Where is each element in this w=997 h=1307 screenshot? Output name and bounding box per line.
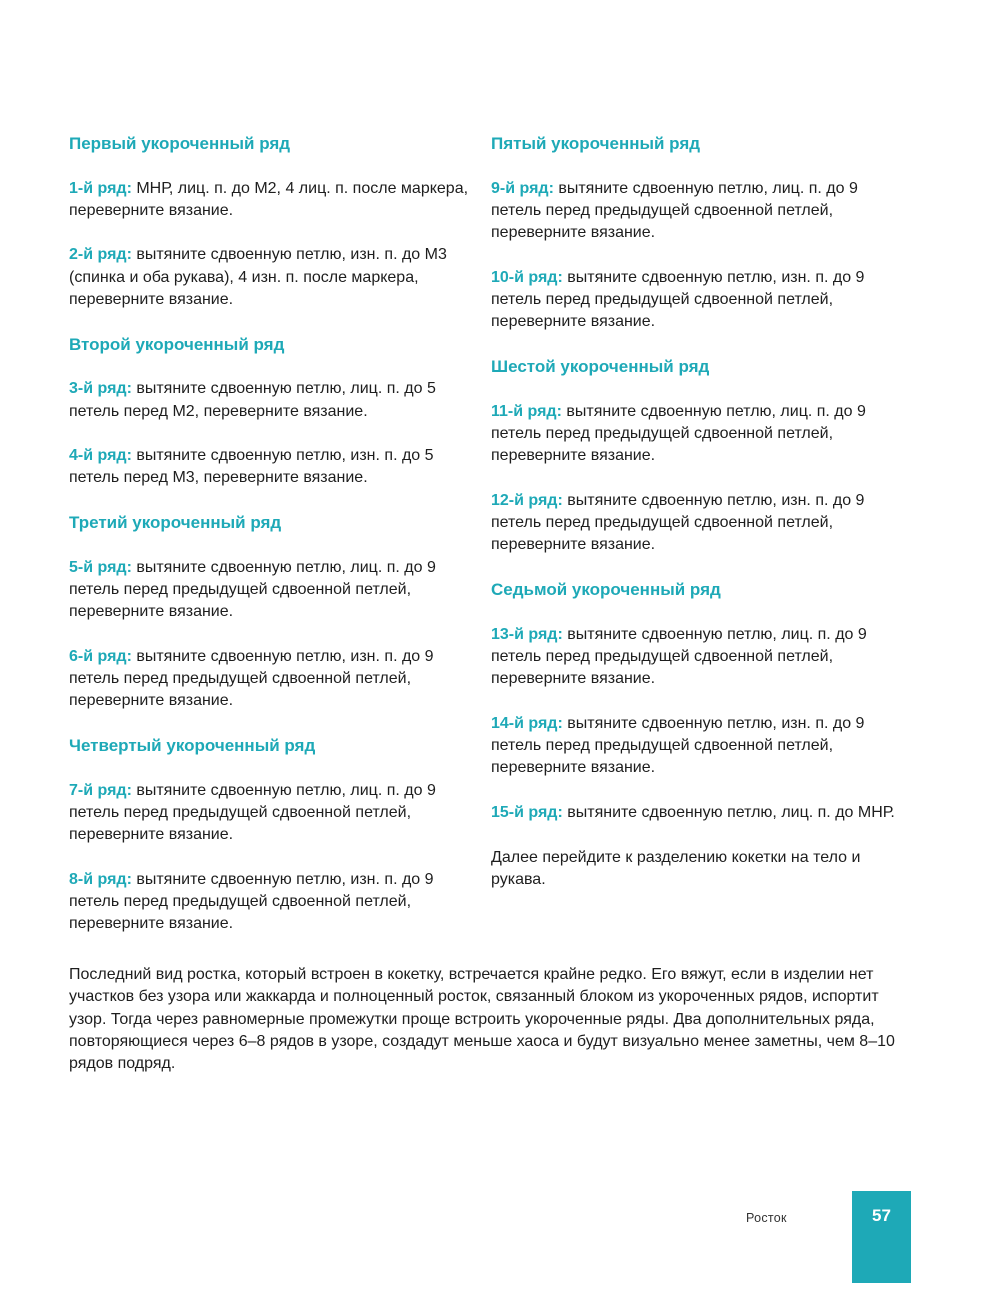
row-text: вытяните сдвоенную петлю, лиц. п. до 9 петель перед предыдущей сдвоенной петлей, переверните вязание. — [491, 625, 867, 688]
row-label: 8-й ряд: — [69, 870, 132, 888]
row-text: вытяните сдвоенную петлю, лиц. п. до 9 петель перед предыдущей сдвоенной петлей, переверните вязание. — [69, 558, 436, 621]
row-label: 3-й ряд: — [69, 380, 132, 398]
row-instruction — [491, 713, 901, 780]
row-instruction — [491, 401, 901, 468]
row-text: вытяните сдвоенную петлю, изн. п. до М3 (спинка и оба рукава), 4 изн. п. после маркера, переверните вязание. — [69, 246, 447, 309]
row-label: 1-й ряд: — [69, 179, 132, 197]
row-instruction — [69, 244, 469, 311]
section-heading: Пятый укороченный ряд — [491, 134, 701, 153]
continuation-note: Далее перейдите к разделению кокетки на тело и рукава. — [491, 848, 861, 888]
section-2 — [69, 334, 469, 490]
row-label: 6-й ряд: — [69, 647, 132, 665]
row-text: вытяните сдвоенную петлю, изн. п. до 5 петель перед М3, переверните вязание. — [69, 447, 434, 487]
page-number-box — [852, 1191, 911, 1283]
row-label: 10-й ряд: — [491, 268, 563, 286]
section-5 — [491, 133, 901, 334]
row-text: вытяните сдвоенную петлю, лиц. п. до 5 петель перед М2, переверните вязание. — [69, 380, 436, 420]
row-text: вытяните сдвоенную петлю, лиц. п. до 9 петель перед предыдущей сдвоенной петлей, переверните вязание. — [69, 781, 436, 844]
section-heading: Шестой укороченный ряд — [491, 356, 710, 376]
row-instruction — [491, 490, 901, 557]
left-column — [69, 133, 469, 958]
row-label: 7-й ряд: — [69, 781, 132, 799]
row-text: вытяните сдвоенную петлю, лиц. п. до МНР. — [567, 803, 895, 821]
row-label: 13-й ряд: — [491, 625, 563, 643]
page-number: 57 — [872, 1206, 891, 1225]
right-column — [491, 133, 901, 891]
row-instruction — [491, 624, 901, 691]
row-label: 4-й ряд: — [69, 447, 132, 465]
row-label: 15-й ряд: — [491, 803, 563, 821]
section-heading: Третий укороченный ряд — [69, 513, 282, 533]
row-text: вытяните сдвоенную петлю, изн. п. до 9 петель перед предыдущей сдвоенной петлей, переверните вязание. — [69, 870, 434, 933]
row-text: вытяните сдвоенную петлю, изн. п. до 9 петель перед предыдущей сдвоенной петлей, переверните вязание. — [491, 491, 865, 554]
row-text: вытяните сдвоенную петлю, изн. п. до 9 петель перед предыдущей сдвоенной петлей, переверните вязание. — [69, 647, 434, 710]
footer-section-name: Росток — [746, 1211, 787, 1225]
section-heading: Четвертый укороченный ряд — [69, 736, 316, 756]
section-1 — [69, 133, 469, 311]
section-7 — [491, 579, 901, 824]
row-text: вытяните сдвоенную петлю, изн. п. до 9 петель перед предыдущей сдвоенной петлей, переверните вязание. — [491, 714, 865, 777]
row-instruction — [491, 178, 901, 245]
row-instruction — [69, 178, 469, 223]
closing-paragraph: Последний вид ростка, который встроен в кокетку, встречается крайне редко. Его вяжут, если в изделии нет участков без узора или жаккарда и полноценный росток, связанный блоком из укороченных рядов, испортит узор. Тогда через равномерные промежутки проще встроить укороченные ряды. Два дополнительных ряда, повторяющиеся через 6–8 рядов в узоре, создадут меньше хаоса и будут визуально менее заметны, чем 8–10 рядов подряд. — [69, 966, 895, 1073]
row-instruction — [69, 378, 469, 423]
row-label: 5-й ряд: — [69, 558, 132, 576]
section-4 — [69, 735, 469, 936]
section-heading: Второй укороченный ряд — [69, 334, 285, 354]
row-text: вытяните сдвоенную петлю, лиц. п. до 9 петель перед предыдущей сдвоенной петлей, переверните вязание. — [491, 402, 866, 465]
section-6 — [491, 356, 901, 557]
row-label: 14-й ряд: — [491, 714, 563, 732]
row-instruction — [69, 646, 469, 713]
row-instruction — [491, 802, 901, 824]
row-text: вытяните сдвоенную петлю, лиц. п. до 9 петель перед предыдущей сдвоенной петлей, переверните вязание. — [491, 179, 858, 242]
row-instruction — [69, 557, 469, 624]
section-3 — [69, 512, 469, 713]
row-label: 9-й ряд: — [491, 179, 554, 197]
section-heading: Первый укороченный ряд — [69, 134, 291, 153]
row-text: МНР, лиц. п. до М2, 4 лиц. п. после маркера, переверните вязание. — [69, 179, 469, 219]
section-heading: Седьмой укороченный ряд — [491, 579, 721, 599]
row-instruction — [69, 869, 469, 936]
row-instruction — [69, 445, 469, 490]
row-label: 11-й ряд: — [491, 402, 562, 420]
row-instruction — [69, 780, 469, 847]
row-text: вытяните сдвоенную петлю, изн. п. до 9 петель перед предыдущей сдвоенной петлей, переверните вязание. — [491, 268, 865, 331]
row-instruction — [491, 267, 901, 334]
row-label: 2-й ряд: — [69, 246, 132, 264]
row-label: 12-й ряд: — [491, 491, 563, 509]
